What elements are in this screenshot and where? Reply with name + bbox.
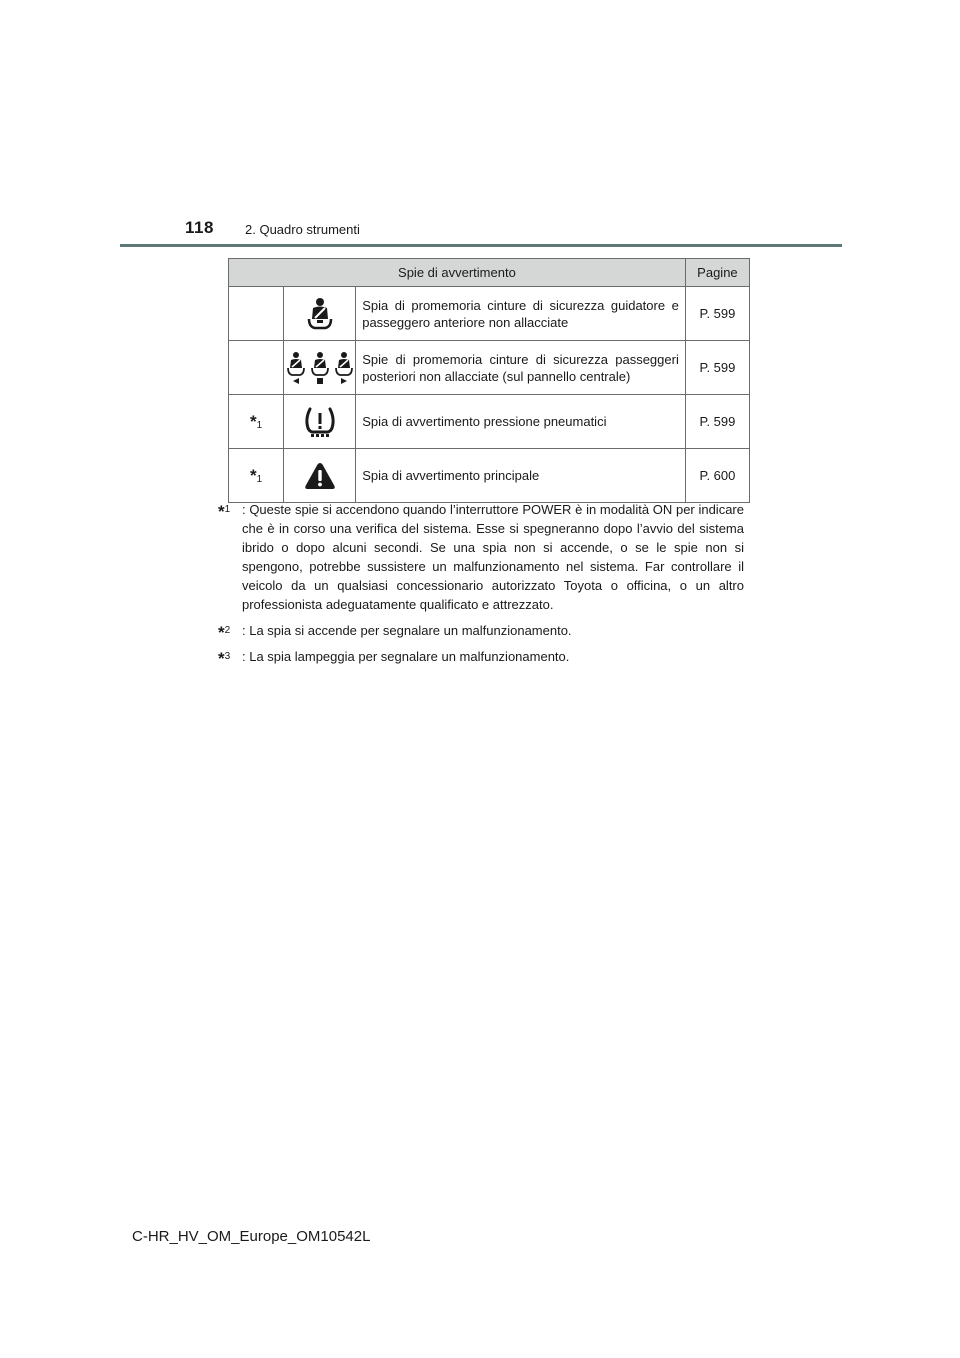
icon-cell <box>284 395 356 449</box>
footnote-mark-cell <box>229 341 284 395</box>
warning-lights-table <box>228 258 750 503</box>
footnote-text: : La spia si accende per segnalare un malfunzionamento. <box>242 623 572 638</box>
tire-pressure-warning-icon <box>303 406 337 438</box>
footnote-text: : Queste spie si accendono quando l’interruttore POWER è in modalità ON per indicare che è in corso una verifica del sistema. Esse si spegneranno dopo l’avvio del sistema ibrido o dopo alcuni secondi. Se una spia non si accende, o se le spie non si spengono, potrebbe sussistere un malfunzionamento nel sistema. Far controllare il veicolo da un qualsiasi concessionario autorizzato Toyota o officina, o un altro professionista adeguatamente qualificato e attrezzato. <box>242 502 744 612</box>
description-cell: Spie di promemoria cinture di sicurezza passeggeri posteriori non allacciate (sul pannello centrale) <box>356 341 686 395</box>
description-cell: Spia di avvertimento principale <box>356 449 686 503</box>
footnotes <box>218 500 744 673</box>
footnote: *$^2$ : La spia si accende per segnalare un malfunzionamento. <box>218 623 572 642</box>
icon-cell <box>284 287 356 341</box>
page-reference: P. 599 <box>685 395 749 449</box>
description-cell: Spia di avvertimento pressione pneumatici <box>356 395 686 449</box>
master-warning-icon <box>304 461 336 491</box>
description-cell: Spia di promemoria cinture di sicurezza guidatore e passeggero anteriore non allacciate <box>356 287 686 341</box>
footnote: *$^3$ : La spia lampeggia per segnalare un malfunzionamento. <box>218 649 570 668</box>
column-header-warning-lights: Spie di avvertimento <box>229 259 686 287</box>
header-rule <box>120 244 842 247</box>
table-row <box>229 449 750 503</box>
rear-seatbelt-reminder-icon <box>285 351 355 385</box>
section-title: 2. Quadro strumenti <box>245 222 360 237</box>
page-reference: P. 599 <box>685 287 749 341</box>
footnote-mark-cell <box>229 287 284 341</box>
page-reference: P. 600 <box>685 449 749 503</box>
table-header-row <box>229 259 750 287</box>
table-row <box>229 341 750 395</box>
icon-cell <box>284 449 356 503</box>
page-reference: P. 599 <box>685 341 749 395</box>
document-code: C-HR_HV_OM_Europe_OM10542L <box>132 1228 371 1245</box>
footnote-mark-cell: $*_1$ <box>229 449 284 503</box>
front-seatbelt-reminder-icon <box>303 297 337 331</box>
page-number: 118 <box>185 218 214 237</box>
table-row <box>229 287 750 341</box>
footnote-text: : La spia lampeggia per segnalare un malfunzionamento. <box>242 649 570 664</box>
icon-cell <box>284 341 356 395</box>
table-row <box>229 395 750 449</box>
column-header-pages: Pagine <box>685 259 749 287</box>
footnote: *$^1$ : Queste spie si accendono quando l’interruttore POWER è in modalità ON per indicare che è in corso una verifica del sistema. Esse si spegneranno dopo l’avvio del sistema ibrido o dopo alcuni secondi. Se una spia non si accende, o se le spie non si spengono, potrebbe sussistere un malfunzionamento nel sistema. Far controllare il veicolo da un qualsiasi concessionario autorizzato Toyota o officina, o un altro professionista adeguatamente qualificato e attrezzato. <box>218 502 744 612</box>
footnote-mark-cell: $*_1$ <box>229 395 284 449</box>
